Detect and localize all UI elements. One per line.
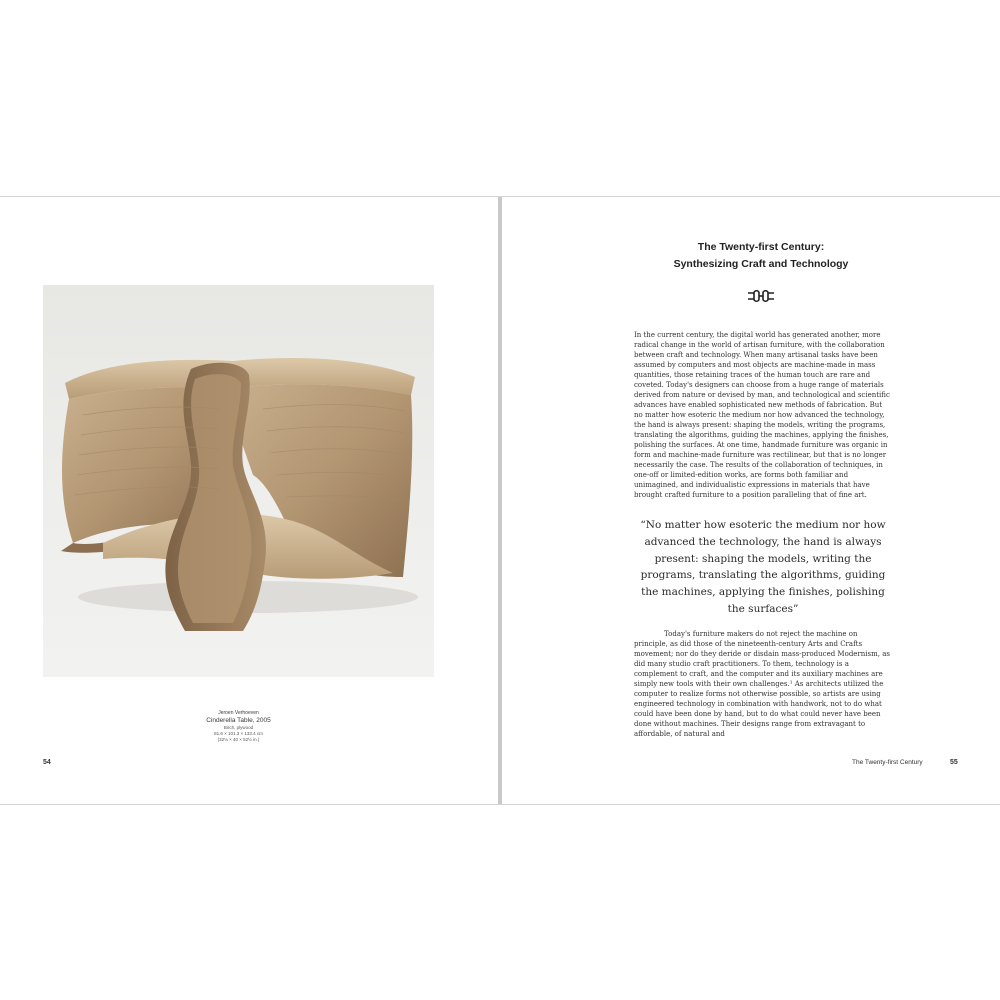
furniture-photo [43,285,434,677]
cinderella-table-illustration [43,285,434,677]
caption-maker: Jeroen Verhoeven [218,710,259,716]
left-page [0,197,498,804]
body-paragraph-2: Today's furniture makers do not reject the machine on principle, as did those of the nineteenth-century Arts and Crafts movement; nor do they deride or disdain mass-produced Modernism, as did many studio craft practitioners. To them, technology is a complement to craft, and the computer and its auxiliary machines are simply new tools with their own challenges.¹ As architects utilized the computer to realize forms not otherwise possible, so artists are using engineered technology in combination with handwork, not to do what could have been done by hand, but to do what could never have been done without machines. Their designs range from extravagant to affordable, of natural and [634,630,890,738]
right-page [502,197,1000,804]
page-number-right: 55 [950,759,958,766]
page-number-left: 54 [43,759,51,766]
body-paragraph-1: In the current century, the digital world has generated another, more radical change in the world of artisan furniture, with the collaboration between craft and technology. When many artisanal tasks have been assumed by computers and most objects are machine-made in mass quantities, those retaining traces of the human touch are rare and coveted. Today's designers can choose from a huge range of materials derived from nature or devised by man, and technological and scientific advances have enabled sophisticated new methods of fabrication. But no matter how esoteric the medium nor how advanced the technology, the hand is always present: shaping the models, writing the programs, translating the algorithms, guiding the machines, applying the finishes, polishing the surfaces. At one time, handmade furniture was organic in form and machine-made furniture was rectilinear, but that is no longer necessarily the case. The results of the collaboration of techniques, in one-off or limited-edition works, are forms both familiar and unimagined, and individualistic expressions in materials that have brought crafted furniture to a position paralleling that of fine art. [634,331,890,499]
caption-medium: Birch, plywood [223,725,254,730]
pull-quote: “No matter how esoteric the medium nor how advanced the technology, the hand is always present: shaping the models, writing the programs, translating the algorithms, guiding the machines, applying the finishes, polishing the surfaces” [640,519,886,615]
knot-ornament-icon [746,289,776,303]
running-head: The Twenty-first Century [852,759,923,766]
caption-dimensions-imperial: (32⅛ × 40 × 52½ in.) [217,737,260,742]
photo-caption [43,710,434,743]
chapter-title-line-1: The Twenty-first Century: [697,241,825,253]
chapter-title [502,239,1000,273]
caption-work-title: Cinderella Table, 2005 [206,717,271,724]
chapter-title-line-2: Synthesizing Craft and Technology [673,258,849,270]
caption-dimensions-metric: 81.6 × 101.3 × 133.4 cm [214,731,263,736]
book-spread [0,196,1000,805]
